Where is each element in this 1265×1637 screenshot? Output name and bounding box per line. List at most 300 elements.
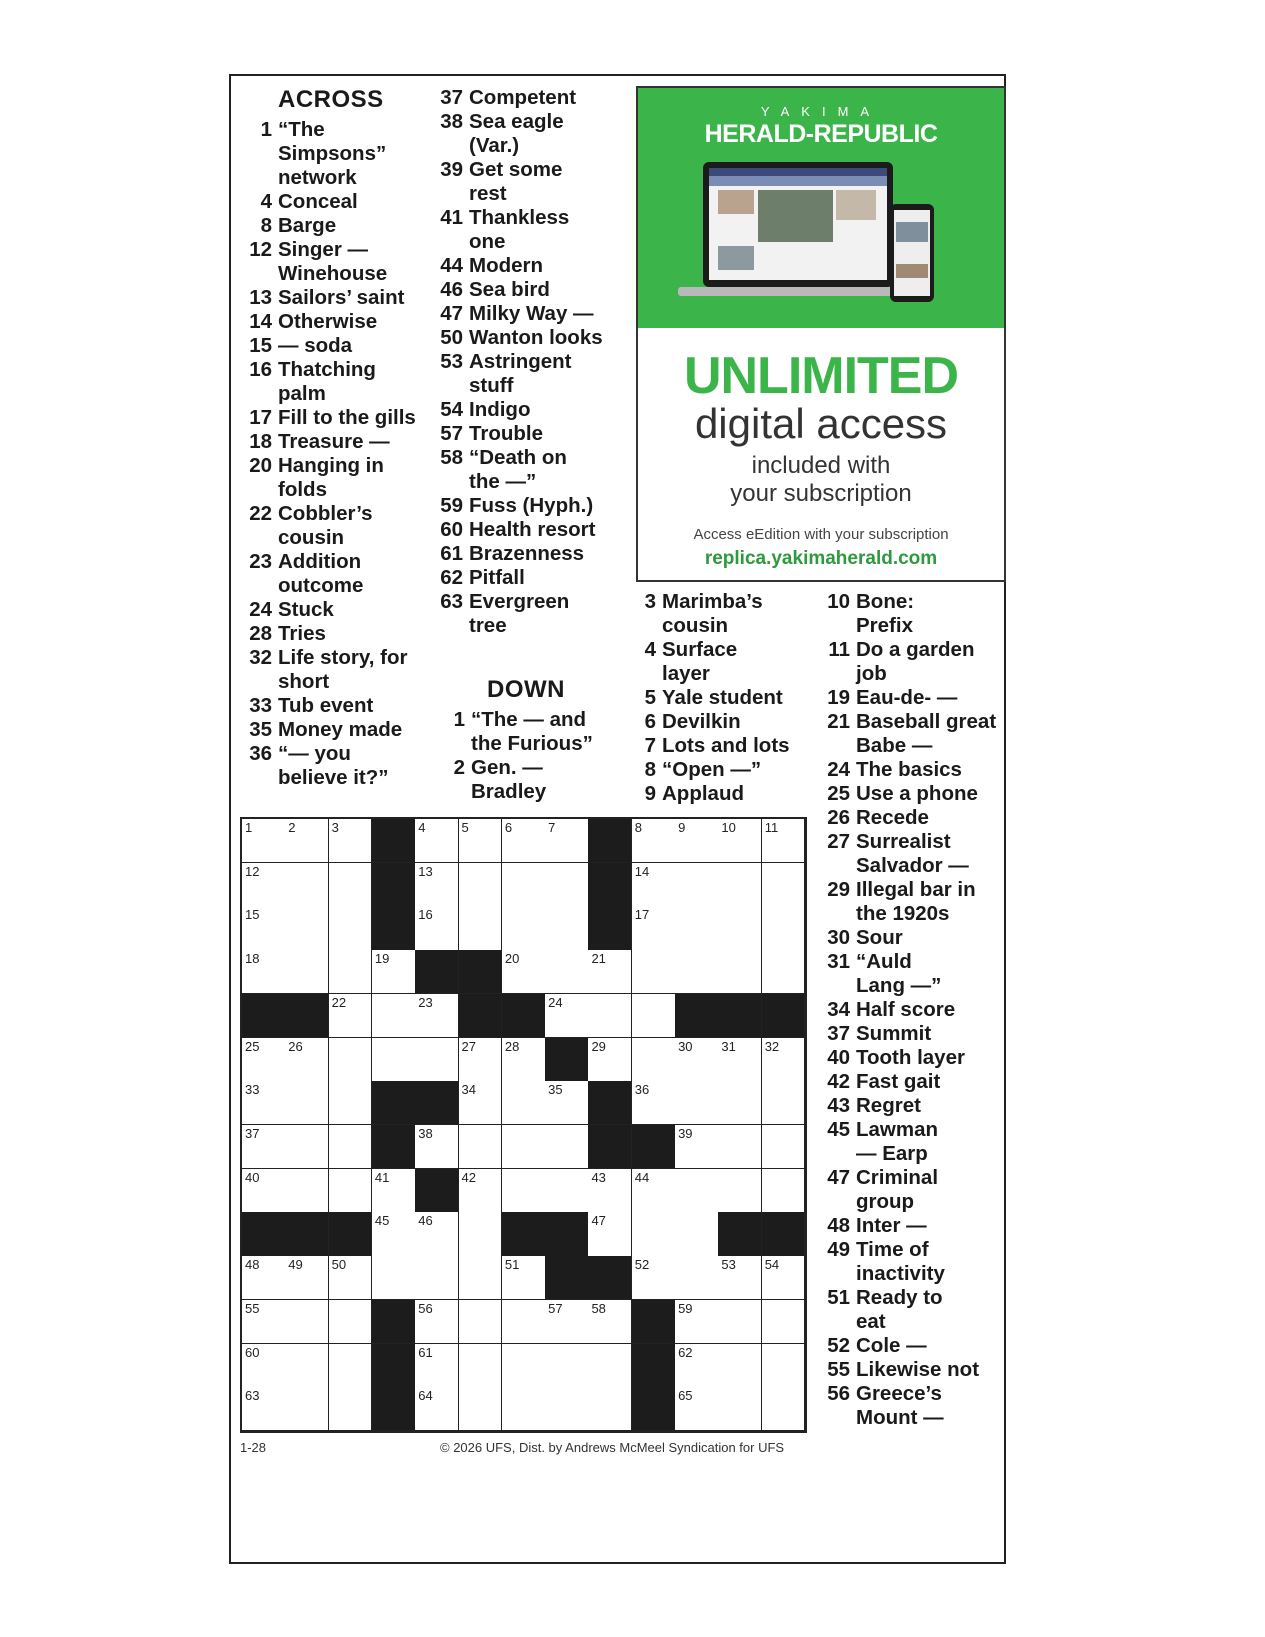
cell-number: 36 — [634, 1082, 650, 1098]
clue-number: 59 — [440, 494, 463, 517]
grid-cell[interactable] — [285, 1344, 329, 1388]
clue-text-line: Greece’s — [856, 1382, 942, 1405]
grid-cell[interactable] — [502, 1169, 546, 1213]
grid-cell[interactable] — [718, 1038, 762, 1082]
grid-cell[interactable] — [242, 863, 286, 907]
clue-down-col3-47 — [822, 1166, 1007, 1214]
grid-cell[interactable] — [762, 1387, 806, 1431]
grid-cell[interactable] — [329, 1387, 373, 1431]
grid-cell[interactable] — [285, 1300, 329, 1344]
grid-cell[interactable] — [242, 1344, 286, 1388]
grid-cell[interactable] — [588, 1344, 632, 1388]
cell-number: 37 — [245, 1126, 260, 1141]
grid-cell[interactable] — [762, 1169, 806, 1213]
clue-text-line: network — [278, 166, 357, 189]
grid-cell[interactable] — [502, 1125, 546, 1169]
grid-cell[interactable] — [502, 1300, 546, 1344]
clue-text-line: Money made — [278, 718, 403, 741]
clue-text-line: Eau-de- — — [856, 686, 958, 709]
grid-cell[interactable] — [762, 819, 806, 863]
grid-cell[interactable] — [718, 906, 762, 950]
cell-number: 59 — [678, 1300, 693, 1316]
clue-text-line: Evergreen — [469, 590, 570, 613]
clue-number: 56 — [827, 1382, 850, 1405]
clue-number: 24 — [827, 758, 850, 781]
clue-down-col3-45 — [822, 1118, 1007, 1166]
cell-number: 60 — [245, 1344, 260, 1360]
clue-across-col1-14 — [244, 310, 424, 334]
grid-cell[interactable] — [502, 1387, 546, 1431]
clue-number: 57 — [440, 422, 463, 445]
grid-cell[interactable] — [242, 906, 286, 950]
grid-cell[interactable] — [588, 1038, 632, 1082]
clue-text-line: Astringent — [469, 350, 572, 373]
cell-number: 46 — [418, 1213, 433, 1229]
grid-cell[interactable] — [632, 1038, 676, 1082]
grid-block — [675, 994, 719, 1038]
clue-text-line: Ready to — [856, 1286, 943, 1309]
grid-cell[interactable] — [372, 950, 416, 994]
clue-number: 63 — [440, 590, 463, 613]
grid-cell[interactable] — [588, 1387, 632, 1431]
ad-green-banner — [638, 88, 1004, 328]
grid-block — [588, 1125, 632, 1169]
cell-number: 17 — [634, 907, 650, 923]
grid-cell[interactable] — [675, 1081, 719, 1125]
clue-down-col3-56 — [822, 1382, 1007, 1430]
cell-number: 62 — [678, 1344, 693, 1360]
clue-text-line: cousin — [278, 526, 345, 549]
grid-cell[interactable] — [329, 1344, 373, 1388]
grid-cell[interactable] — [415, 1256, 459, 1300]
grid-cell[interactable] — [502, 1256, 546, 1300]
grid-cell[interactable] — [415, 1038, 459, 1082]
clue-number: 6 — [644, 710, 656, 733]
clue-across-col1-23 — [244, 550, 424, 598]
ad-url-link[interactable]: replica.yakimaherald.com — [704, 548, 938, 569]
clue-down-col3-31 — [822, 950, 1007, 998]
clue-text-line: Criminal — [856, 1166, 939, 1189]
clue-text-line: Devilkin — [662, 710, 741, 733]
grid-cell[interactable] — [459, 1212, 503, 1256]
subscription-ad[interactable] — [636, 86, 1006, 582]
ad-subhead: digital access — [694, 400, 948, 447]
grid-cell[interactable] — [372, 994, 416, 1038]
clue-number: 51 — [827, 1286, 850, 1309]
grid-cell[interactable] — [718, 1344, 762, 1388]
grid-cell[interactable] — [415, 906, 459, 950]
clue-across-col2-38 — [435, 110, 625, 158]
cell-number: 65 — [678, 1388, 693, 1404]
grid-cell[interactable] — [459, 1038, 503, 1082]
grid-cell[interactable] — [762, 1081, 806, 1125]
clue-number: 50 — [440, 326, 463, 349]
grid-cell[interactable] — [415, 1387, 459, 1431]
clue-text-line: palm — [278, 382, 326, 405]
cell-number: 13 — [418, 863, 433, 879]
crossword-grid — [240, 817, 807, 1433]
grid-cell[interactable] — [502, 950, 546, 994]
grid-block — [588, 863, 632, 907]
cell-number: 35 — [548, 1082, 563, 1098]
clue-text-line: Sour — [856, 926, 903, 949]
grid-cell[interactable] — [545, 1169, 589, 1213]
clue-down-col2-5 — [628, 686, 808, 710]
clue-across-col1-16 — [244, 358, 424, 406]
grid-cell[interactable] — [718, 1081, 762, 1125]
grid-cell[interactable] — [588, 1212, 632, 1256]
grid-cell[interactable] — [632, 994, 676, 1038]
cell-number: 32 — [764, 1038, 780, 1054]
clue-text-line: Prefix — [856, 614, 913, 637]
clue-across-col2-46 — [435, 278, 625, 302]
grid-cell[interactable] — [675, 950, 719, 994]
grid-cell[interactable] — [632, 1256, 676, 1300]
grid-cell[interactable] — [632, 863, 676, 907]
grid-cell[interactable] — [675, 1300, 719, 1344]
clue-number: 8 — [644, 758, 656, 781]
clue-number: 7 — [644, 734, 656, 757]
cell-number: 19 — [374, 951, 390, 967]
grid-cell[interactable] — [545, 994, 589, 1038]
clue-number: 62 — [440, 566, 463, 589]
clue-number: 58 — [440, 446, 463, 469]
laptop-phone-illustration — [678, 160, 938, 320]
clue-text-line: Fill to the gills — [278, 406, 416, 429]
grid-cell[interactable] — [718, 863, 762, 907]
grid-cell[interactable] — [588, 1169, 632, 1213]
clue-text-line: Likewise not — [856, 1358, 980, 1381]
grid-block — [372, 819, 416, 863]
grid-cell[interactable] — [329, 863, 373, 907]
grid-cell[interactable] — [329, 906, 373, 950]
cell-number: 14 — [634, 863, 650, 879]
grid-cell[interactable] — [459, 1300, 503, 1344]
clue-down-col3-52 — [822, 1334, 1007, 1358]
grid-cell[interactable] — [459, 1256, 503, 1300]
clue-number: 3 — [644, 590, 656, 613]
grid-cell[interactable] — [285, 1387, 329, 1431]
clue-number: 47 — [440, 302, 463, 325]
grid-cell[interactable] — [545, 950, 589, 994]
grid-cell[interactable] — [242, 1169, 286, 1213]
grid-cell[interactable] — [372, 1038, 416, 1082]
grid-cell[interactable] — [718, 1387, 762, 1431]
grid-block — [459, 950, 503, 994]
grid-cell[interactable] — [632, 819, 676, 863]
cell-number: 50 — [331, 1257, 347, 1273]
clue-number: 36 — [249, 742, 272, 765]
grid-block — [459, 994, 503, 1038]
clue-across-col2-50 — [435, 326, 625, 350]
clue-across-col2-53 — [435, 350, 625, 398]
grid-block — [372, 1387, 416, 1431]
grid-cell[interactable] — [632, 1081, 676, 1125]
clue-across-col2-60 — [435, 518, 625, 542]
grid-cell[interactable] — [588, 950, 632, 994]
grid-cell[interactable] — [502, 863, 546, 907]
grid-cell[interactable] — [242, 819, 286, 863]
clue-text-line: Sailors’ saint — [278, 286, 405, 309]
clue-text-line: Addition — [278, 550, 362, 573]
grid-cell[interactable] — [675, 1344, 719, 1388]
grid-cell[interactable] — [502, 1344, 546, 1388]
ad-city-name: YAKIMA — [760, 104, 882, 119]
grid-cell[interactable] — [459, 1344, 503, 1388]
grid-cell[interactable] — [372, 1212, 416, 1256]
cell-number: 26 — [288, 1038, 303, 1054]
grid-cell[interactable] — [285, 863, 329, 907]
clue-text-line: Fast gait — [856, 1070, 941, 1093]
clue-text-line: Gen. — — [471, 756, 543, 779]
clue-number: 43 — [827, 1094, 850, 1117]
clue-across-col1-36 — [244, 742, 424, 790]
grid-cell[interactable] — [632, 1212, 676, 1256]
grid-cell[interactable] — [415, 863, 459, 907]
clue-down-col3-25 — [822, 782, 1007, 806]
clue-text-line: Health resort — [469, 518, 596, 541]
clue-number: 24 — [249, 598, 272, 621]
clue-text-line: Indigo — [469, 398, 531, 421]
clue-text-line: Simpsons” — [278, 142, 387, 165]
grid-cell[interactable] — [675, 906, 719, 950]
grid-cell[interactable] — [242, 1300, 286, 1344]
clue-number: 35 — [249, 718, 272, 741]
clue-number: 60 — [440, 518, 463, 541]
grid-cell[interactable] — [545, 1125, 589, 1169]
grid-cell[interactable] — [459, 1081, 503, 1125]
clue-text-line: tree — [469, 614, 507, 637]
clue-text-line: Competent — [469, 86, 577, 109]
grid-cell[interactable] — [329, 1256, 373, 1300]
grid-cell[interactable] — [502, 819, 546, 863]
grid-cell[interactable] — [762, 1038, 806, 1082]
clue-across-col1-15 — [244, 334, 424, 358]
grid-cell[interactable] — [545, 819, 589, 863]
clue-down-col3-11 — [822, 638, 1007, 686]
clue-down-col3-43 — [822, 1094, 1007, 1118]
grid-cell[interactable] — [675, 1256, 719, 1300]
grid-cell[interactable] — [415, 1344, 459, 1388]
grid-cell[interactable] — [718, 1256, 762, 1300]
grid-cell[interactable] — [242, 1081, 286, 1125]
grid-cell[interactable] — [632, 906, 676, 950]
grid-cell[interactable] — [762, 950, 806, 994]
clue-across-col1-17 — [244, 406, 424, 430]
grid-block — [762, 994, 806, 1038]
grid-cell[interactable] — [415, 819, 459, 863]
clue-text-line: Lawman — [856, 1118, 939, 1141]
grid-cell[interactable] — [762, 1344, 806, 1388]
clue-across-col2-39 — [435, 158, 625, 206]
grid-cell[interactable] — [329, 994, 373, 1038]
grid-cell[interactable] — [762, 1300, 806, 1344]
grid-cell[interactable] — [459, 906, 503, 950]
clue-number: 8 — [260, 214, 272, 237]
cell-number: 38 — [418, 1126, 433, 1141]
grid-cell[interactable] — [545, 1344, 589, 1388]
grid-cell[interactable] — [675, 819, 719, 863]
cell-number: 22 — [331, 994, 347, 1010]
clue-down-col3-26 — [822, 806, 1007, 830]
grid-cell[interactable] — [415, 1300, 459, 1344]
grid-cell[interactable] — [329, 950, 373, 994]
grid-block — [545, 1212, 589, 1256]
grid-cell[interactable] — [718, 1300, 762, 1344]
cell-number: 49 — [288, 1257, 303, 1273]
grid-cell[interactable] — [415, 1212, 459, 1256]
clue-down-col3-51 — [822, 1286, 1007, 1334]
grid-cell[interactable] — [329, 1125, 373, 1169]
clue-text-line: Cobbler’s — [278, 502, 373, 525]
cell-number: 6 — [504, 820, 513, 835]
grid-cell[interactable] — [329, 1169, 373, 1213]
clue-text-line: Barge — [278, 214, 337, 237]
cell-number: 20 — [504, 951, 520, 967]
grid-cell[interactable] — [632, 1169, 676, 1213]
grid-cell[interactable] — [459, 819, 503, 863]
cell-number: 42 — [461, 1169, 476, 1185]
grid-cell[interactable] — [718, 950, 762, 994]
clue-text-line: Recede — [856, 806, 929, 829]
grid-block — [415, 1169, 459, 1213]
clue-text-line: outcome — [278, 574, 364, 597]
grid-cell[interactable] — [285, 950, 329, 994]
grid-cell[interactable] — [459, 1169, 503, 1213]
grid-cell[interactable] — [762, 906, 806, 950]
grid-cell[interactable] — [372, 1169, 416, 1213]
grid-block — [372, 1344, 416, 1388]
grid-cell[interactable] — [675, 1212, 719, 1256]
clue-text-line: eat — [856, 1310, 886, 1333]
cell-number: 54 — [764, 1257, 780, 1273]
grid-block — [718, 1212, 762, 1256]
grid-cell[interactable] — [588, 994, 632, 1038]
grid-cell[interactable] — [675, 1038, 719, 1082]
grid-cell[interactable] — [502, 1081, 546, 1125]
grid-cell[interactable] — [372, 1256, 416, 1300]
grid-cell[interactable] — [545, 1300, 589, 1344]
grid-cell[interactable] — [718, 1169, 762, 1213]
grid-cell[interactable] — [718, 819, 762, 863]
grid-cell[interactable] — [242, 1038, 286, 1082]
grid-cell[interactable] — [285, 1038, 329, 1082]
clue-text-line: Time of — [856, 1238, 929, 1261]
grid-block — [502, 994, 546, 1038]
grid-cell[interactable] — [502, 1038, 546, 1082]
grid-cell[interactable] — [632, 950, 676, 994]
grid-cell[interactable] — [762, 1256, 806, 1300]
clue-number: 47 — [827, 1166, 850, 1189]
grid-cell[interactable] — [285, 819, 329, 863]
clue-text-line: the Furious” — [471, 732, 593, 755]
clue-text-line: cousin — [662, 614, 729, 637]
grid-cell[interactable] — [588, 1300, 632, 1344]
clue-text-line: Pitfall — [469, 566, 525, 589]
clue-down-col3-21 — [822, 710, 1007, 758]
clue-text-line: short — [278, 670, 330, 693]
clue-text-line: Do a garden — [856, 638, 975, 661]
copyright-notice: © 2026 UFS, Dist. by Andrews McMeel Syndication for UFS — [440, 1440, 785, 1455]
clue-text-line: “— you — [278, 742, 351, 765]
clue-number: 31 — [827, 950, 850, 973]
grid-cell[interactable] — [545, 906, 589, 950]
grid-cell[interactable] — [285, 1256, 329, 1300]
grid-cell[interactable] — [242, 1387, 286, 1431]
grid-cell[interactable] — [675, 1387, 719, 1431]
clue-text-line: “Death on — [469, 446, 567, 469]
grid-block — [588, 819, 632, 863]
clue-down-col3-27 — [822, 830, 1007, 878]
grid-cell[interactable] — [459, 863, 503, 907]
cell-number: 15 — [245, 907, 260, 923]
grid-cell[interactable] — [545, 863, 589, 907]
grid-cell[interactable] — [329, 1081, 373, 1125]
clue-text-line: Surrealist — [856, 830, 951, 853]
clue-text-line: believe it?” — [278, 766, 389, 789]
grid-cell[interactable] — [459, 1125, 503, 1169]
grid-cell[interactable] — [329, 1300, 373, 1344]
clue-text-line: — soda — [278, 334, 353, 357]
clue-text-line: Babe — — [856, 734, 933, 757]
clue-number: 42 — [827, 1070, 850, 1093]
cell-number: 5 — [461, 820, 469, 835]
grid-block — [372, 1300, 416, 1344]
cell-number: 52 — [634, 1257, 650, 1273]
grid-cell[interactable] — [675, 1169, 719, 1213]
clue-across-col2-58 — [435, 446, 625, 494]
clue-across-col1-4 — [244, 190, 424, 214]
grid-cell[interactable] — [675, 1125, 719, 1169]
down-clues-column-3 — [822, 590, 1007, 1430]
grid-cell[interactable] — [285, 1081, 329, 1125]
grid-cell[interactable] — [242, 1125, 286, 1169]
grid-cell[interactable] — [545, 1081, 589, 1125]
grid-cell[interactable] — [329, 819, 373, 863]
grid-block — [415, 1081, 459, 1125]
grid-cell[interactable] — [285, 1169, 329, 1213]
clue-text-line: Treasure — — [278, 430, 390, 453]
across-clues-column-2 — [435, 86, 625, 638]
grid-cell[interactable] — [762, 863, 806, 907]
grid-cell[interactable] — [718, 1125, 762, 1169]
grid-block — [415, 950, 459, 994]
grid-cell[interactable] — [242, 1256, 286, 1300]
clue-text-line: Stuck — [278, 598, 334, 621]
clue-text-line: Hanging in — [278, 454, 384, 477]
grid-block — [545, 1038, 589, 1082]
clue-text-line: — Earp — [856, 1142, 928, 1165]
grid-cell[interactable] — [502, 906, 546, 950]
clue-down-col1-2 — [437, 756, 617, 804]
clue-text-line: Cole — — [856, 1334, 927, 1357]
grid-cell[interactable] — [242, 950, 286, 994]
grid-cell[interactable] — [762, 1125, 806, 1169]
grid-cell[interactable] — [415, 1125, 459, 1169]
grid-cell[interactable] — [545, 1387, 589, 1431]
grid-cell[interactable] — [329, 1038, 373, 1082]
grid-cell[interactable] — [675, 863, 719, 907]
cell-number: 45 — [374, 1213, 390, 1229]
clue-down-col2-4 — [628, 638, 808, 686]
ad-line-2: your subscription — [730, 480, 912, 507]
grid-cell[interactable] — [415, 994, 459, 1038]
clue-text-line: “The — [278, 118, 325, 141]
grid-cell[interactable] — [285, 906, 329, 950]
grid-cell[interactable] — [459, 1387, 503, 1431]
grid-cell[interactable] — [285, 1125, 329, 1169]
cell-number: 29 — [591, 1038, 606, 1054]
